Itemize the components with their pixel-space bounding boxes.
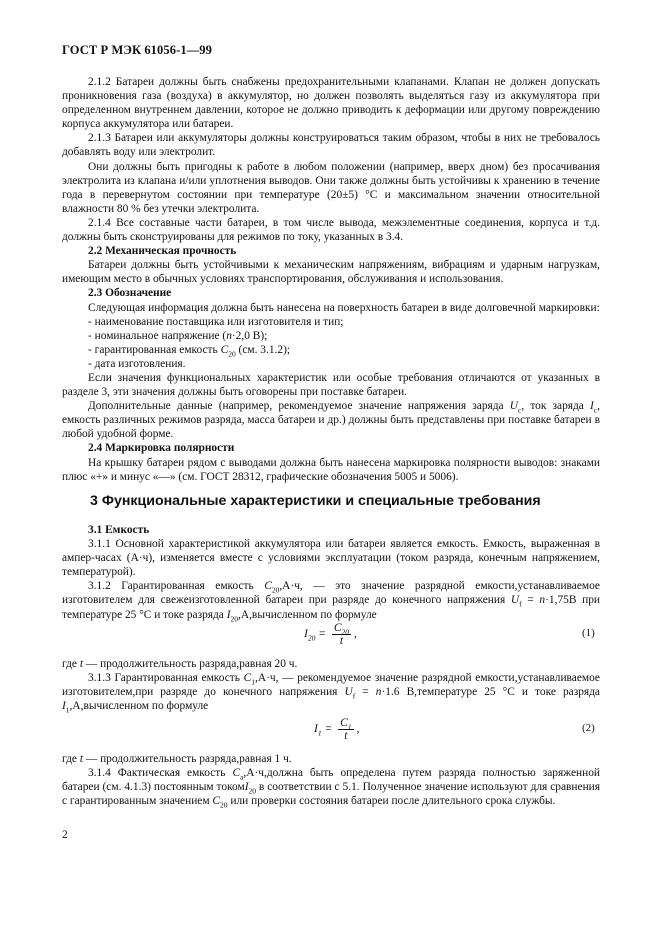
where-clause: где t — продолжительность разряда,равная 20 ч.	[62, 658, 298, 670]
paragraph-2-1-3: 2.1.3 Батареи или аккумуляторы должны конструироваться таким образом, чтобы в них не требовалось добавлять воду или электролит.	[62, 132, 600, 159]
heading-2-2: 2.2 Механическая прочность	[88, 245, 237, 258]
heading-2-3: 2.3 Обозначение	[88, 287, 172, 300]
paragraph-2-3-note: Если значения функциональных характеристик или особые требования отличаются от указанных в разделе 3, эти значения должны быть оговорены при поставке батареи.	[62, 371, 600, 399]
section-3-body-2	[62, 657, 600, 713]
paragraph-2-3-extra: Дополнительные данные (например, рекомендуемое значение напряжения заряда $U_c$, ток заряда $I_c$, емкость различных режимов разряда, масса батареи и др.) должны быть представлены при поставке батареи в любой удобной форме.	[62, 400, 600, 441]
equation-number-1: (1)	[582, 627, 595, 639]
list-item: - гарантированная емкость $C_{20}$ (см. 3.1.2);	[88, 343, 291, 359]
list-item: - дата изготовления.	[88, 357, 186, 370]
section-3-body	[62, 523, 600, 622]
equation-number-2: (2)	[582, 722, 595, 734]
paragraph-3-1-2: 3.1.2 Гарантированная емкость $C_{20},А\cdot ч$, — это значение разрядной емкости,устанавливаемое изготовителем для свежеизготовленной батареи при разряде до конечного напряжения $U_f = n\cdot 1,75В$ при температуре 25 °C и токе разряда $I_{20},А,вычисленном$ по формуле	[62, 580, 600, 623]
paragraph-2-4: На крышку батареи рядом с выводами должна быть нанесена маркировка полярности выводов: знаками плюс «+» и минус «—» (см. ГОСТ 28312, графические обозначения 5005 и 5006).	[62, 456, 600, 483]
section-2-body	[62, 75, 600, 484]
paragraph-2-1-3-cont: Они должны быть пригодны к работе в любом положении (например, вверх дном) без просачивания электролита из клапана и/или уплотнения выводов. Они также должны быть устойчивы к хранению в течение года в перевернутом состоянии при температуре (20±5) °C и максимальном значении относительной влажности 80 % без утечки электролита.	[62, 160, 600, 215]
page-number: 2	[62, 829, 68, 841]
paragraph-2-2: Батареи должны быть устойчивыми к механическим напряжениям, вибрациям и ударным нагрузкам, имеющим место в обычных условиях транспортирования, обслуживания и использования.	[62, 259, 600, 286]
paragraph-3-1-4: 3.1.4 Фактическая емкость $C_a,А\cdot ч,должна$ быть определена путем разряда полностью заряженной батареи (см. 4.1.3) постоянным токомI$_{20}$ в соответствии с 5.1. Полученное значение используют для сравнения с гарантированным значением $C_{20}$ или проверки состояния батареи после длительного срока службы.	[62, 767, 601, 810]
running-header: ГОСТ Р МЭК 61056-1—99	[62, 43, 212, 57]
list-item: - номинальное напряжение (n·2,0 В);	[88, 329, 268, 342]
heading-3-1: 3.1 Емкость	[88, 524, 150, 536]
paragraph-2-1-2: 2.1.2 Батареи должны быть снабжены предохранительными клапанами. Клапан не должен допускать проникновения газа (воздуха) в аккумулятор, но должен позволять выделяться газу из аккумулятора при определенном внутреннем давлении, которое не должно приводить к деформации или другому повреждению корпуса аккумулятора или батареи.	[62, 76, 600, 131]
list-item: - наименование поставщика или изготовителя и тип;	[88, 315, 344, 328]
section-3-body-3	[62, 752, 600, 808]
formula-2: $I_1$ = $\frac{C_1}{t}$ ,	[314, 717, 360, 742]
formula-1: $I_{20}$ = $\frac{C_{20}}{t}$ ,	[304, 622, 357, 647]
paragraph-2-1-4: 2.1.4 Все составные части батареи, в том числе вывода, межэлементные соединения, корпуса и т.д. должны быть сконструированы для режимов по току, указанных в 3.4.	[62, 216, 600, 244]
heading-2-4: 2.4 Маркировка полярности	[88, 442, 235, 455]
fraction: $\frac{C_1}{t}$	[340, 717, 352, 742]
where-clause: где t — продолжительность разряда,равная 1 ч.	[62, 753, 292, 765]
paragraph-3-1-3: 3.1.3 Гарантированная емкость $C_1,А\cdot ч$, — рекомендуемое значение разрядной емкости,устанавливаемое изготовителем,при разряде до конечного напряжения $U_f = n\cdot 1.6$ В,температуре 25 °C и токе разряда $I_1,А,вычисленном$ по формуле	[62, 672, 600, 715]
paragraph-3-1-1: 3.1.1 Основной характеристикой аккумулятора или батареи является емкость. Емкость, выраженная в ампер-часах (А·ч), изменяется вместе с условиями эксплуатации (током разряда, конечным напряжением, температурой).	[62, 538, 600, 579]
paragraph-2-3: Следующая информация должна быть нанесена на поверхность батареи в виде долговечной маркировки:	[88, 301, 600, 314]
fraction: $\frac{C_{20}}{t}$	[333, 622, 350, 647]
section-3-title: 3 Функциональные характеристики и специальные требования	[90, 493, 541, 509]
